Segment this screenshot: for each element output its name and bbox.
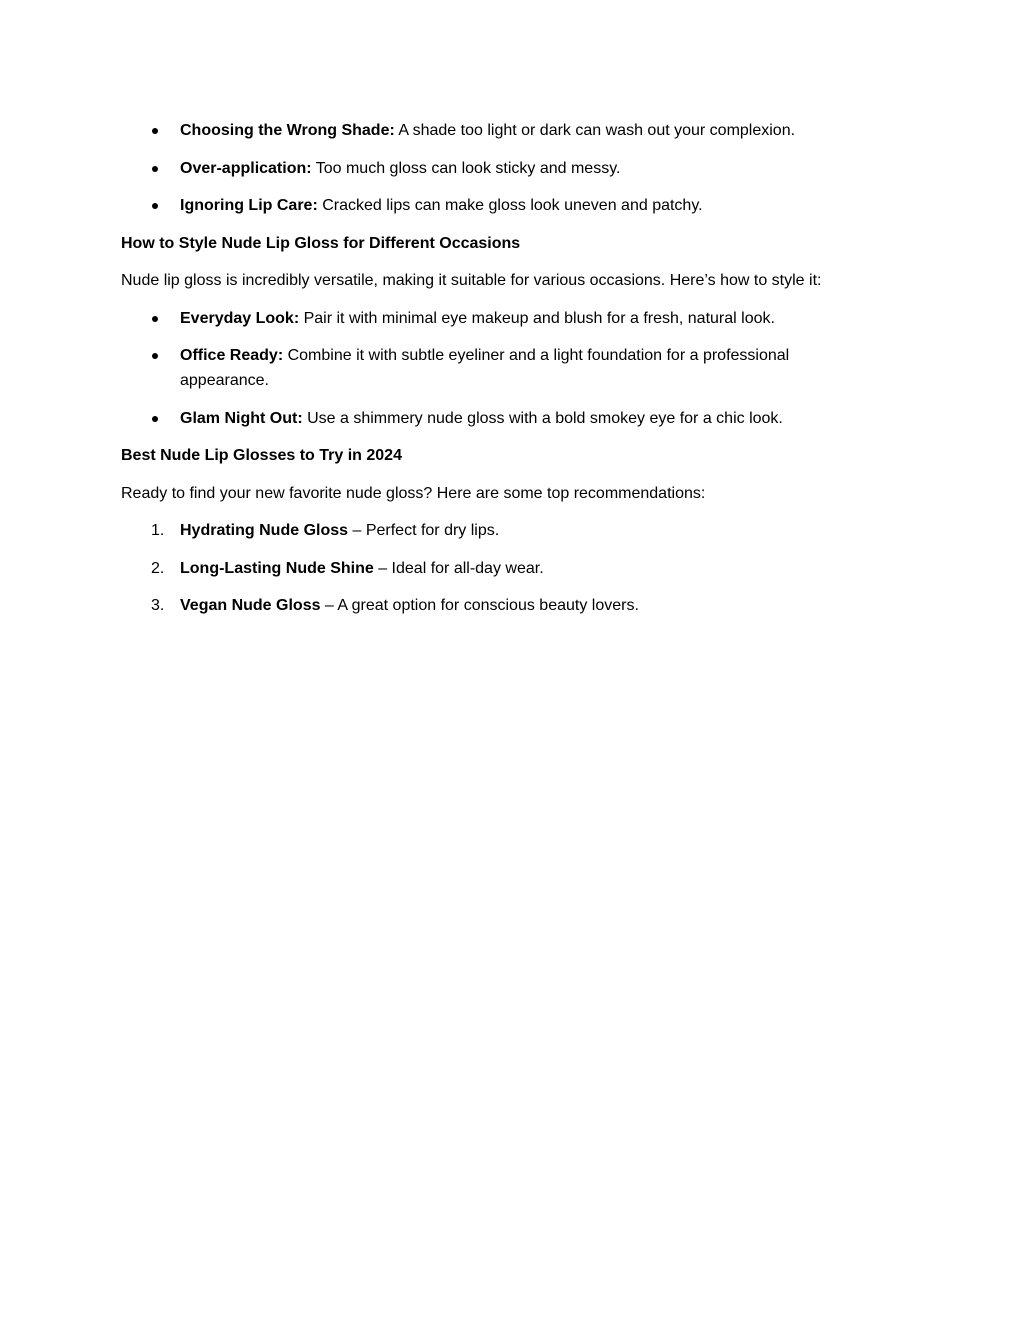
list-item-term: Long-Lasting Nude Shine [180, 559, 374, 577]
list-number: 3. [151, 597, 165, 614]
list-item-term: Hydrating Nude Gloss [180, 522, 349, 539]
section-heading-style: How to Style Nude Lip Gloss for Different Occasions [121, 234, 521, 252]
list-item-text: – A great option for conscious beauty lovers. [320, 597, 639, 614]
list-item-term: Office Ready: [180, 347, 284, 364]
list-item [121, 406, 881, 431]
list-item-term: Over-application: [180, 159, 312, 177]
section-heading-best: Best Nude Lip Glosses to Try in 2024 [121, 447, 402, 464]
mistakes-bullet-list [121, 118, 881, 218]
bullet-icon [152, 203, 158, 209]
bullet-icon [152, 166, 158, 172]
bullet-icon [152, 316, 158, 322]
list-item-term: Vegan Nude Gloss [180, 597, 321, 614]
document-body [121, 118, 881, 631]
section-intro-style: Nude lip gloss is incredibly versatile, making it suitable for various occasions. Here’s how to style it: [121, 272, 822, 289]
list-number: 2. [151, 559, 165, 577]
bullet-icon [152, 353, 158, 359]
bullet-icon [152, 416, 158, 422]
list-item-text: A shade too light or dark can wash out your complexion. [394, 122, 796, 139]
section-intro-best: Ready to find your new favorite nude gloss? Here are some top recommendations: [121, 484, 706, 502]
style-bullet-list [121, 306, 881, 431]
list-item-term: Glam Night Out: [180, 409, 303, 427]
list-number: 1. [151, 522, 165, 539]
list-item [121, 118, 881, 143]
list-item-term: Everyday Look: [180, 309, 300, 327]
list-item [121, 343, 881, 393]
list-item-text: Combine it with subtle eyeliner and a light foundation for a professional appearance. [180, 347, 790, 389]
list-item-text: Cracked lips can make gloss look uneven and patchy. [317, 197, 703, 214]
list-item-term: Ignoring Lip Care: [180, 197, 318, 214]
list-item-text: Pair it with minimal eye makeup and blush for a fresh, natural look. [299, 309, 775, 327]
list-item-text: Too much gloss can look sticky and messy. [311, 159, 621, 177]
list-item [121, 306, 881, 331]
bullet-icon [152, 128, 158, 134]
list-item-text: – Ideal for all-day wear. [373, 559, 544, 577]
list-item-term: Choosing the Wrong Shade: [180, 122, 395, 139]
recommendations-numbered-list [121, 518, 881, 618]
list-item [121, 593, 881, 618]
list-item-text: Use a shimmery nude gloss with a bold smokey eye for a chic look. [302, 409, 783, 427]
list-item [121, 193, 881, 218]
list-item [121, 556, 881, 581]
list-item [121, 518, 881, 543]
list-item [121, 156, 881, 181]
list-item-text: – Perfect for dry lips. [348, 522, 500, 539]
